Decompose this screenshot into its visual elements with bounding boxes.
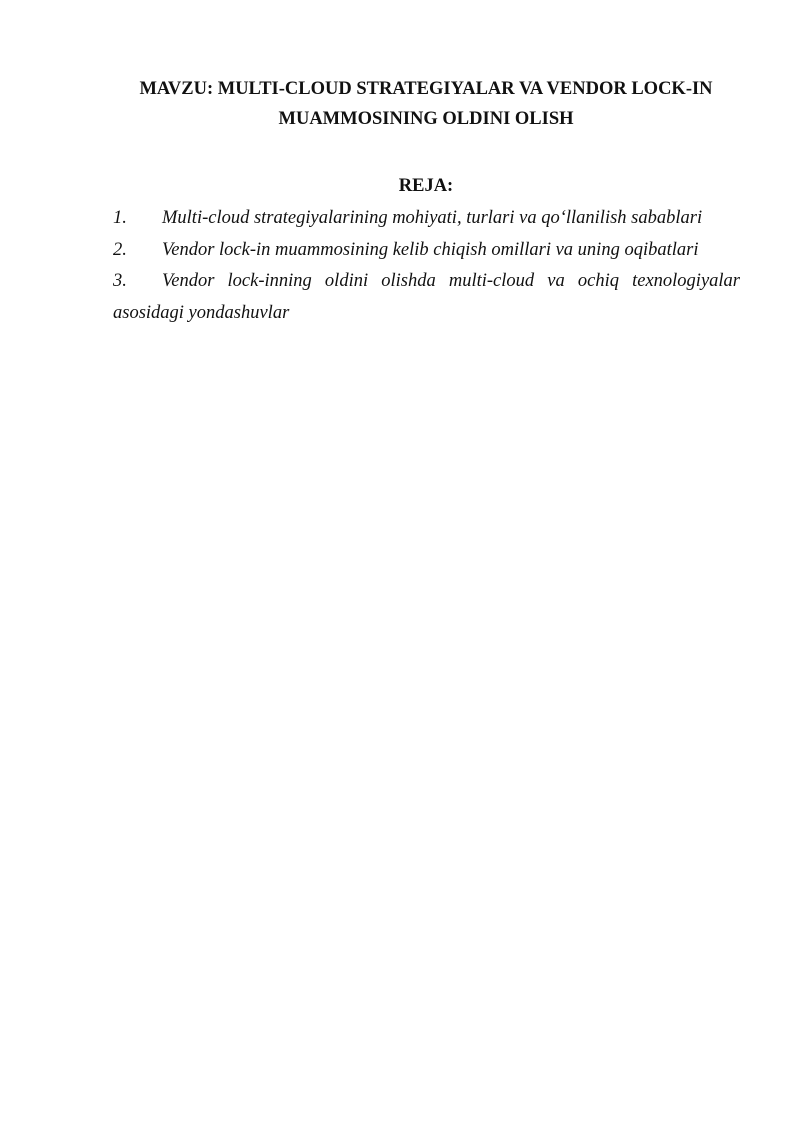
document-title [113, 74, 739, 134]
plan-item-3-line-1 [113, 266, 740, 298]
document-title-line-1: MAVZU: MULTI-CLOUD STRATEGIYALAR VA VENDOR LOCK-IN [139, 79, 713, 99]
plan-item-number: 2. [113, 239, 127, 260]
plan-item-text: Vendor lock-inning oldini olishda multi-cloud va ochiq texnologiyalar [162, 271, 740, 291]
plan-item-3 [113, 266, 740, 329]
plan-item-2 [113, 235, 740, 267]
plan-list [113, 203, 740, 329]
plan-item-text-continued: asosidagi yondashuvlar [113, 302, 290, 323]
plan-item-text: Vendor lock-in muammosining kelib chiqish omillari va uning oqibatlari [162, 239, 699, 260]
plan-item-number: 3. [113, 271, 127, 291]
plan-heading: REJA: [398, 176, 454, 196]
plan-item-1 [113, 203, 740, 235]
plan-item-text: Multi-cloud strategiyalarining mohiyati, turlari va qo‘llanilish sabablari [162, 208, 703, 228]
document-title-line-2: MUAMMOSINING OLDINI OLISH [278, 109, 574, 129]
plan-item-number: 1. [113, 208, 127, 228]
